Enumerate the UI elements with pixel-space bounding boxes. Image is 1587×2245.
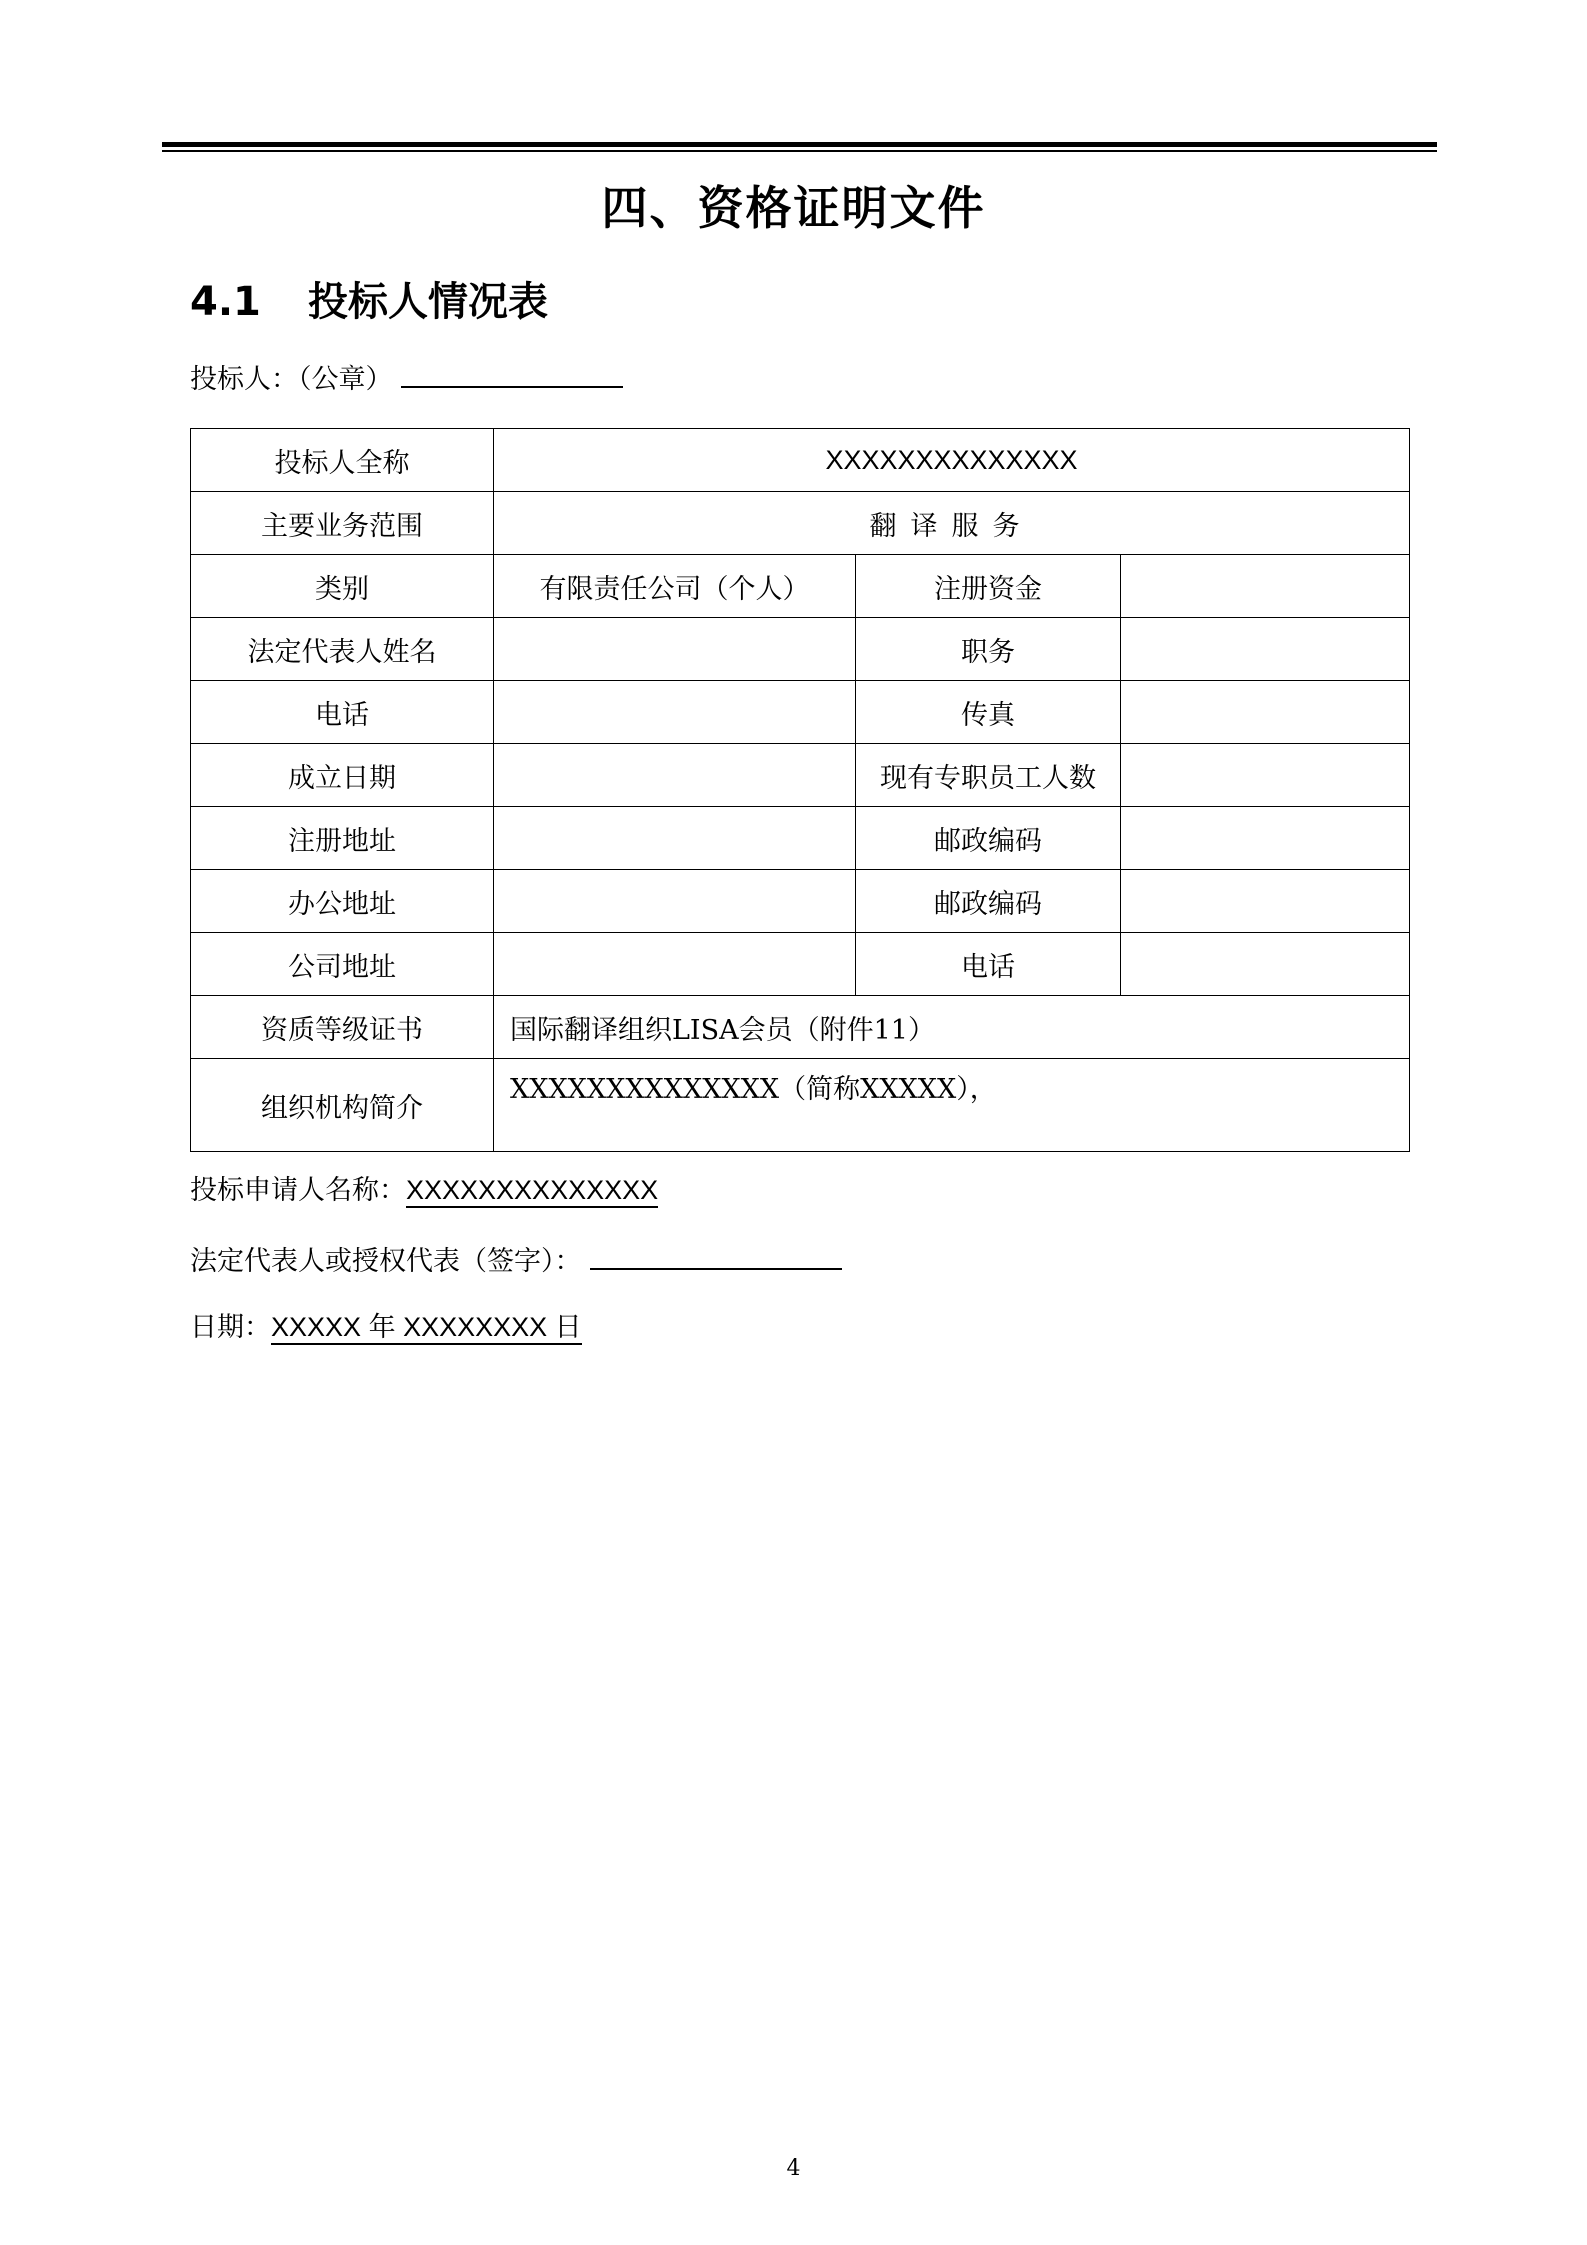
table-row <box>191 807 1410 870</box>
signature-blank[interactable] <box>590 1238 842 1270</box>
table-row <box>191 1059 1410 1152</box>
table-row <box>191 744 1410 807</box>
date-day-value: XXXXXXXX <box>403 1312 548 1342</box>
applicant-name-value[interactable]: XXXXXXXXXXXXXX <box>406 1175 658 1208</box>
table-row <box>191 681 1410 744</box>
office-address-label: 办公地址 <box>191 870 494 933</box>
legal-rep-value[interactable] <box>494 618 856 681</box>
phone-value[interactable] <box>494 681 856 744</box>
table-row <box>191 870 1410 933</box>
signature-label: 法定代表人或授权代表（签字）： <box>190 1246 582 1277</box>
category-label: 类别 <box>191 555 494 618</box>
table-row <box>191 555 1410 618</box>
page-number: 4 <box>786 2156 801 2181</box>
office-postcode-label: 邮政编码 <box>856 870 1121 933</box>
legal-rep-label: 法定代表人姓名 <box>191 618 494 681</box>
company-phone-label: 电话 <box>856 933 1121 996</box>
employees-value[interactable] <box>1121 744 1410 807</box>
section-number: 4.1 <box>190 279 261 325</box>
date-year-value: XXXXX <box>271 1312 362 1342</box>
office-address-value[interactable] <box>494 870 856 933</box>
registered-capital-label: 注册资金 <box>856 555 1121 618</box>
org-intro-label: 组织机构简介 <box>191 1059 494 1152</box>
bidder-info-table <box>190 428 1410 1152</box>
position-label: 职务 <box>856 618 1121 681</box>
header-rule-thick <box>162 142 1437 147</box>
fax-value[interactable] <box>1121 681 1410 744</box>
date-line <box>190 1307 582 1348</box>
category-value[interactable]: 有限责任公司（个人） <box>494 555 856 618</box>
business-scope-value[interactable]: 翻译服务 <box>494 492 1410 555</box>
section-heading <box>190 270 548 327</box>
table-row <box>191 492 1410 555</box>
established-date-label: 成立日期 <box>191 744 494 807</box>
company-phone-value[interactable] <box>1121 933 1410 996</box>
qualification-value[interactable]: 国际翻译组织LISA会员（附件11） <box>494 996 1410 1059</box>
table-row <box>191 618 1410 681</box>
reg-address-value[interactable] <box>494 807 856 870</box>
date-year-unit: 年 <box>368 1312 396 1342</box>
company-address-value[interactable] <box>494 933 856 996</box>
qualification-label: 资质等级证书 <box>191 996 494 1059</box>
full-name-value[interactable]: XXXXXXXXXXXXXX <box>494 429 1410 492</box>
bidder-seal-line <box>190 356 623 400</box>
full-name-label: 投标人全称 <box>191 429 494 492</box>
chapter-title: 四、资格证明文件 <box>601 181 986 235</box>
reg-postcode-value[interactable] <box>1121 807 1410 870</box>
registered-capital-value[interactable] <box>1121 555 1410 618</box>
applicant-name-line <box>190 1170 658 1211</box>
employees-label: 现有专职员工人数 <box>856 744 1121 807</box>
bidder-seal-blank[interactable] <box>401 356 623 388</box>
header-rule-thin <box>162 150 1437 152</box>
business-scope-label: 主要业务范围 <box>191 492 494 555</box>
reg-postcode-label: 邮政编码 <box>856 807 1121 870</box>
table-row <box>191 933 1410 996</box>
office-postcode-value[interactable] <box>1121 870 1410 933</box>
signature-line <box>190 1238 842 1282</box>
table-row <box>191 996 1410 1059</box>
bidder-seal-label: 投标人：（公章） <box>190 364 393 395</box>
date-label: 日期： <box>190 1312 271 1343</box>
section-title: 投标人情况表 <box>308 279 548 325</box>
org-intro-value[interactable]: XXXXXXXXXXXXXX（简称XXXXX）， <box>494 1059 1410 1152</box>
established-date-value[interactable] <box>494 744 856 807</box>
company-address-label: 公司地址 <box>191 933 494 996</box>
applicant-name-label: 投标申请人名称： <box>190 1175 406 1206</box>
date-fill[interactable] <box>271 1312 582 1345</box>
position-value[interactable] <box>1121 618 1410 681</box>
phone-label: 电话 <box>191 681 494 744</box>
fax-label: 传真 <box>856 681 1121 744</box>
reg-address-label: 注册地址 <box>191 807 494 870</box>
table-row <box>191 429 1410 492</box>
date-day-unit: 日 <box>554 1312 582 1342</box>
